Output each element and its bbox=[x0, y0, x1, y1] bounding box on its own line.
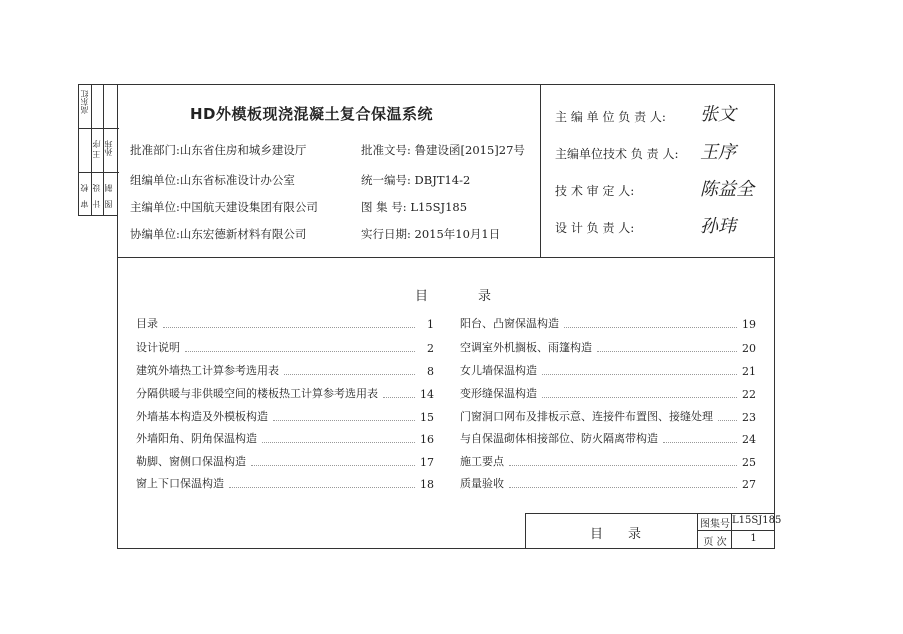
toc-item[interactable]: 设计说明 2 bbox=[136, 341, 434, 355]
resp-chief-unit-signature: 张文 bbox=[700, 104, 736, 125]
atlas-title: HD外模板现浇混凝土复合保温系统 bbox=[190, 105, 434, 123]
toc-item[interactable]: 变形缝保温构造 22 bbox=[460, 387, 756, 401]
strip-label-ji: 计 bbox=[92, 200, 101, 208]
toc-item[interactable]: 建筑外墙热工计算参考选用表 8 bbox=[136, 364, 434, 378]
atlas-no-label: 图集号 bbox=[700, 519, 730, 530]
unified-no: 统一编号: DBJT14-2 bbox=[361, 173, 471, 187]
toc-item[interactable]: 空调室外机搁板、雨篷构造 20 bbox=[460, 341, 756, 355]
title-block-row bbox=[697, 530, 775, 531]
toc-item[interactable]: 窗上下口保温构造 18 bbox=[136, 477, 434, 491]
toc-item[interactable]: 施工要点 25 bbox=[460, 455, 756, 469]
title-block-top bbox=[525, 513, 775, 514]
toc-item[interactable]: 外墙基本构造及外模板构造 15 bbox=[136, 410, 434, 424]
toc-item[interactable]: 与自保温砌体相接部位、防火隔离带构造 24 bbox=[460, 432, 756, 446]
resp-tech-signature: 王序 bbox=[700, 142, 736, 163]
strip-label-zhi: 制 bbox=[104, 184, 113, 192]
header-divider bbox=[117, 257, 775, 258]
compiling-unit: 组编单位:山东省标准设计办公室 bbox=[130, 173, 295, 187]
toc-item[interactable]: 分隔供暖与非供暖空间的楼板热工计算参考选用表 14 bbox=[136, 387, 434, 401]
strip-label-tu: 图 bbox=[104, 200, 113, 208]
atlas-no-value: L15SJ185 bbox=[732, 515, 782, 526]
chief-unit: 主编单位:中国航天建设集团有限公司 bbox=[130, 200, 318, 214]
strip-cell-draw bbox=[79, 173, 119, 215]
resp-review-signature: 陈益全 bbox=[700, 179, 754, 200]
title-block-left bbox=[525, 513, 526, 549]
effective-date: 实行日期: 2015年10月1日 bbox=[361, 227, 501, 241]
toc-item[interactable]: 勒脚、窗侧口保温构造 17 bbox=[136, 455, 434, 469]
toc-item[interactable]: 质量验收 27 bbox=[460, 477, 756, 491]
title-block-name-left: 目 bbox=[590, 527, 604, 542]
resp-chief-unit-label: 主 编 单 位 负 责 人: bbox=[555, 110, 666, 124]
resp-tech-label: 主编单位技术 负 责 人: bbox=[555, 147, 679, 161]
resp-review-label: 技 术 审 定 人: bbox=[555, 184, 635, 198]
strip-signature-1: 高东红 bbox=[80, 90, 89, 114]
resp-design-signature: 孙玮 bbox=[700, 216, 736, 237]
strip-label-she: 设 bbox=[92, 184, 101, 192]
strip-label-shen: 审 bbox=[80, 200, 89, 208]
toc-item[interactable]: 阳台、凸窗保温构造 19 bbox=[460, 317, 756, 331]
co-unit: 协编单位:山东宏德新材料有限公司 bbox=[130, 227, 307, 241]
approval-dept: 批准部门:山东省住房和城乡建设厅 bbox=[130, 143, 307, 157]
header-vertical-divider bbox=[540, 84, 541, 257]
toc-heading-right: 录 bbox=[478, 289, 492, 304]
page-value: 1 bbox=[750, 533, 757, 544]
toc-item[interactable]: 女儿墙保温构造 21 bbox=[460, 364, 756, 378]
strip-label-jiao: 校 bbox=[80, 184, 89, 192]
strip-signature-3: 孙玮 bbox=[104, 140, 113, 156]
resp-design-label: 设 计 负 责 人: bbox=[555, 221, 635, 235]
strip-signature-2: 王 序 bbox=[92, 140, 101, 159]
title-block-mid bbox=[697, 513, 698, 549]
page-label: 页 次 bbox=[703, 537, 727, 548]
atlas-no: 图 集 号: L15SJ185 bbox=[361, 200, 468, 214]
approval-no: 批准文号: 鲁建设函[2015]27号 bbox=[361, 143, 525, 157]
toc-item[interactable]: 目录 1 bbox=[136, 317, 434, 331]
toc-item[interactable]: 外墙阳角、阴角保温构造 16 bbox=[136, 432, 434, 446]
toc-heading-left: 目 bbox=[415, 289, 429, 304]
title-block-name-right: 录 bbox=[628, 527, 642, 542]
toc-item[interactable]: 门窗洞口网布及排板示意、连接件布置图、接缝处理 23 bbox=[460, 410, 756, 424]
